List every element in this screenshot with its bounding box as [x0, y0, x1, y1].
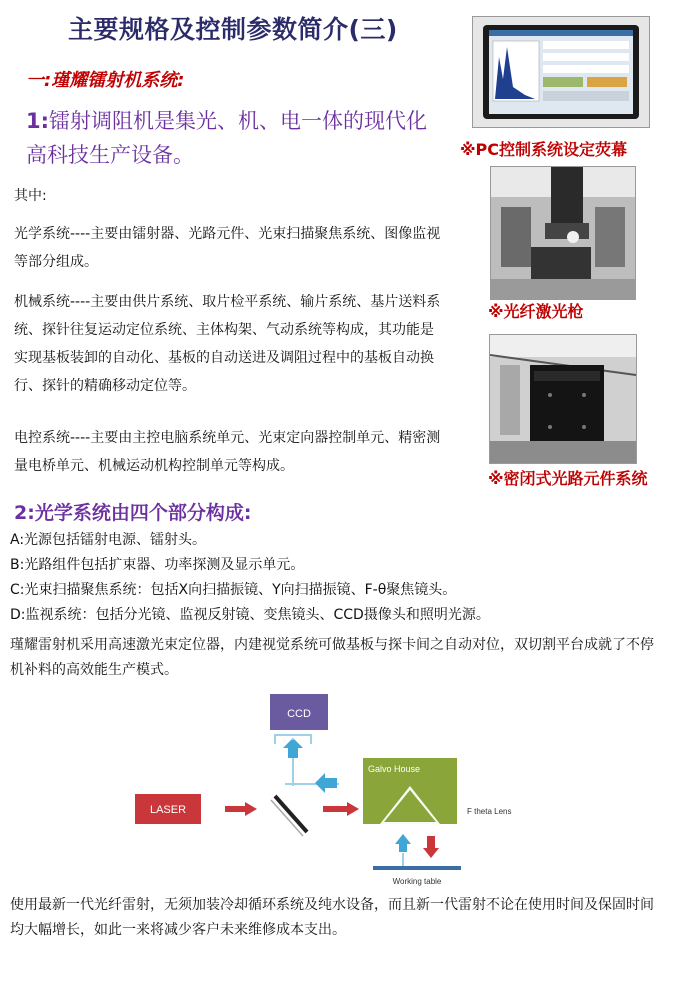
caption-fiber-laser: ※光纤激光枪 — [488, 302, 584, 321]
heading-1-text: 镭射调阻机是集光、机、电一体的现代化高科技生产设备。 — [26, 109, 428, 167]
ccd-label: CCD — [287, 708, 311, 720]
paragraph-optical: 光学系统----主要由镭射器、光路元件、光束扫描聚焦系统、图像监视等部分组成。 — [14, 226, 441, 270]
working-table — [373, 866, 461, 870]
laser-label: LASER — [149, 804, 187, 816]
paragraph-fiber: 使用最新一代光纤雷射，无须加装冷却循环系统及纯水设备，而且新一代雷射不论在使用时间及保固时间均大幅增长，如此一来将减少客户未来维修成本支出。 — [10, 897, 654, 938]
list-item: A:光源包括镭射电源、镭射头。 — [10, 532, 207, 548]
optical-path-diagram — [125, 688, 545, 888]
heading-1-number: 1: — [26, 109, 50, 133]
paragraph-mechanical: 机械系统----主要由供片系统、取片检平系统、输片系统、基片送料系统、探针往复运动定位系统、主体构架、气动系统等构成，其功能是实现基板装卸的自动化、基板的自动送进及调阻过程中的基板自动换行、探针的精确移动定位等。 — [14, 294, 441, 394]
caption-optical-system: ※密闭式光路元件系统 — [488, 469, 648, 488]
paragraph-positioning: 瑾耀雷射机采用高速激光束定位器，内建视觉系统可做基板与探卡间之自动对位，双切割平台成就了不停机补料的高效能生产模式。 — [10, 637, 654, 678]
pc-monitor-photo — [472, 16, 650, 128]
fiber-laser-photo — [490, 166, 636, 300]
component-list — [10, 528, 490, 628]
galvo-label: Galvo House — [368, 764, 421, 774]
heading-1 — [26, 104, 446, 172]
intro-label: 其中: — [14, 188, 47, 204]
section-title: 一:瑾耀镭射机系统: — [26, 70, 185, 91]
lens-label: F theta Lens — [467, 807, 512, 816]
heading-2: 2:光学系统由四个部分构成: — [14, 502, 252, 524]
paragraph-electrical: 电控系统----主要由主控电脑系统单元、光束定向器控制单元、精密测量电桥单元、机械运动机构控制单元等构成。 — [14, 430, 441, 474]
optical-system-photo — [489, 334, 637, 464]
page-title: 主要规格及控制参数简介(三) — [68, 15, 398, 44]
list-item: B:光路组件包括扩束器、功率探测及显示单元。 — [10, 557, 305, 573]
table-label: Working table — [392, 877, 442, 886]
list-item: C:光束扫描聚焦系统：包括X向扫描振镜、Y向扫描振镜、F-θ聚焦镜头。 — [10, 582, 457, 598]
caption-pc-control: ※PC控制系统设定荧幕 — [460, 140, 628, 159]
list-item: D:监视系统：包括分光镜、监视反射镜、变焦镜头、CCD摄像头和照明光源。 — [10, 607, 490, 623]
